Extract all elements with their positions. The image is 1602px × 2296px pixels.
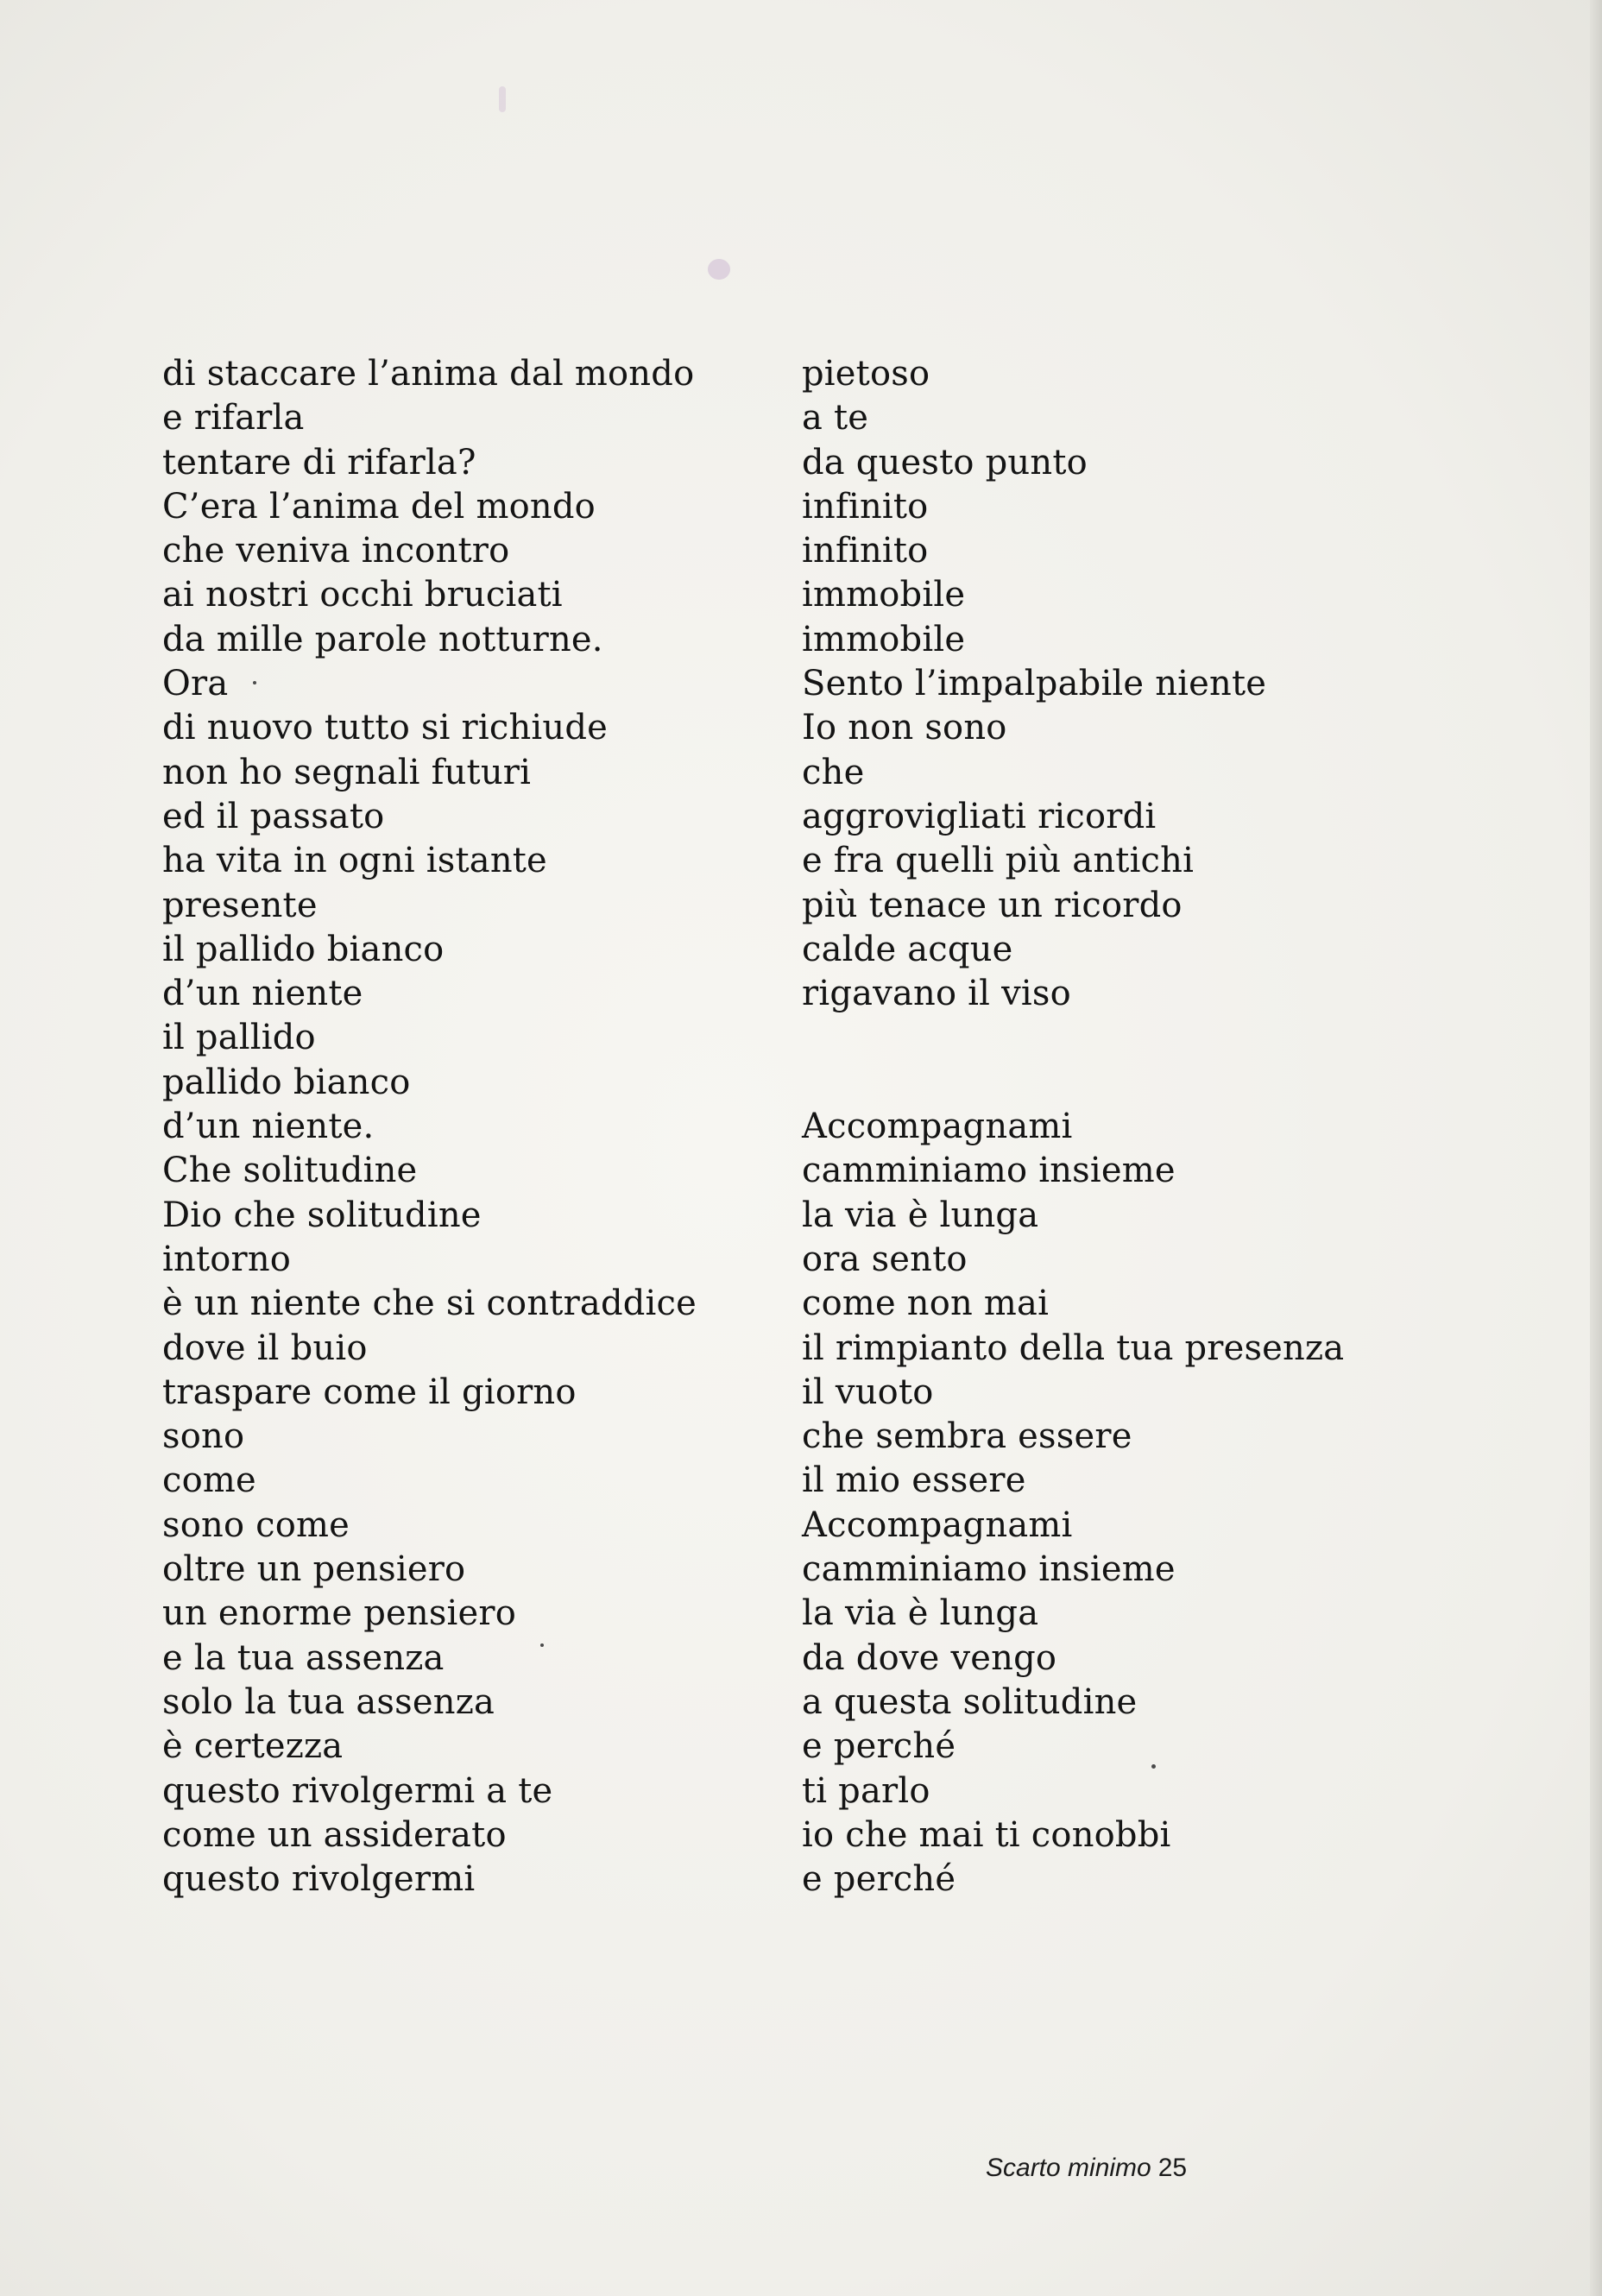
poem-line: sono xyxy=(162,1416,245,1457)
poem-line: intorno xyxy=(162,1239,292,1279)
poem-line: di staccare l’anima dal mondo xyxy=(162,354,695,394)
poem-line: ti parlo xyxy=(802,1770,930,1811)
poem-line: un enorme pensiero xyxy=(162,1593,517,1634)
poem-line: questo rivolgermi a te xyxy=(162,1770,553,1811)
poem-line: ha vita in ogni istante xyxy=(162,841,547,881)
poem-line: C’era l’anima del mondo xyxy=(162,486,596,527)
poem-line: e perché xyxy=(802,1859,956,1900)
poem-line: è un niente che si contraddice xyxy=(162,1284,697,1324)
poem-line: rigavano il viso xyxy=(802,974,1071,1014)
poem-line: Ora xyxy=(162,664,229,704)
poem-left-column xyxy=(162,352,697,1902)
poem-line: tentare di rifarla? xyxy=(162,442,476,483)
poem-line: infinito xyxy=(802,531,929,571)
poem-line: la via è lunga xyxy=(802,1195,1039,1235)
poem-line: come xyxy=(162,1460,256,1501)
poem-line: di nuovo tutto si richiude xyxy=(162,708,609,748)
poem-line: e fra quelli più antichi xyxy=(802,841,1195,881)
poem-line: camminiamo insieme xyxy=(802,1549,1176,1590)
poem-line: il pallido xyxy=(162,1018,316,1058)
poem-line: il pallido bianco xyxy=(162,929,445,969)
poem-line: solo la tua assenza xyxy=(162,1681,495,1722)
poem-line: è certezza xyxy=(162,1726,344,1767)
poem-line: Accompagnami xyxy=(802,1504,1073,1545)
poem-line: da dove vengo xyxy=(802,1637,1057,1678)
poem-line: ai nostri occhi bruciati xyxy=(162,575,563,615)
poem-line: Io non sono xyxy=(802,708,1007,748)
poem-right-column xyxy=(802,352,1344,1902)
poem-line: la via è lunga xyxy=(802,1593,1039,1634)
poem-line: io che mai ti conobbi xyxy=(802,1814,1171,1855)
poem-line: presente xyxy=(162,885,318,925)
poem-line: che veniva incontro xyxy=(162,531,510,571)
poem-line: come non mai xyxy=(802,1284,1050,1324)
poem-line: immobile xyxy=(802,575,966,615)
poem-line: da mille parole notturne. xyxy=(162,619,603,659)
poem-line: traspare come il giorno xyxy=(162,1372,577,1412)
ink-stain xyxy=(708,259,730,280)
poem-line: ed il passato xyxy=(162,796,385,836)
page-edge xyxy=(1590,0,1602,2296)
poem-line: Accompagnami xyxy=(802,1107,1073,1147)
page-footer xyxy=(986,2154,1187,2183)
poem-line: più tenace un ricordo xyxy=(802,885,1183,925)
poem-line: il rimpianto della tua presenza xyxy=(802,1328,1345,1368)
poem-line: a te xyxy=(802,398,869,438)
poem-line: sono come xyxy=(162,1504,350,1545)
poem-line: pietoso xyxy=(802,354,930,394)
poem-line: e rifarla xyxy=(162,398,305,438)
poem-line: infinito xyxy=(802,486,929,527)
book-title: Scarto minimo xyxy=(986,2154,1151,2182)
poem-line: non ho segnali futuri xyxy=(162,752,532,792)
poem-line: e perché xyxy=(802,1726,956,1767)
poem-line: da questo punto xyxy=(802,442,1088,483)
page-number: 25 xyxy=(1157,2154,1188,2182)
poem-line: dove il buio xyxy=(162,1328,368,1368)
poem-line: oltre un pensiero xyxy=(162,1549,466,1590)
poem-line: ora sento xyxy=(802,1239,968,1279)
stanza-break xyxy=(802,1016,1344,1105)
poem-line: immobile xyxy=(802,619,966,659)
poem-line: come un assiderato xyxy=(162,1814,507,1855)
poem-line: Dio che solitudine xyxy=(162,1195,482,1235)
poem-line: d’un niente xyxy=(162,974,363,1014)
poem-line: aggrovigliati ricordi xyxy=(802,796,1157,836)
poem-line: a questa solitudine xyxy=(802,1681,1138,1722)
poem-line: Sento l’impalpabile niente xyxy=(802,664,1267,704)
poem-line: e la tua assenza xyxy=(162,1637,445,1678)
poem-line: il mio essere xyxy=(802,1460,1026,1501)
poem-line: Che solitudine xyxy=(162,1151,418,1191)
ink-stain xyxy=(499,86,506,112)
poem-line: che sembra essere xyxy=(802,1416,1132,1457)
poem-line: pallido bianco xyxy=(162,1062,411,1102)
poem-line: questo rivolgermi xyxy=(162,1859,476,1900)
poem-line: il vuoto xyxy=(802,1372,934,1412)
poem-line: d’un niente. xyxy=(162,1107,375,1147)
poem-line: che xyxy=(802,752,865,792)
poem-line: calde acque xyxy=(802,929,1013,969)
poem-line: camminiamo insieme xyxy=(802,1151,1176,1191)
